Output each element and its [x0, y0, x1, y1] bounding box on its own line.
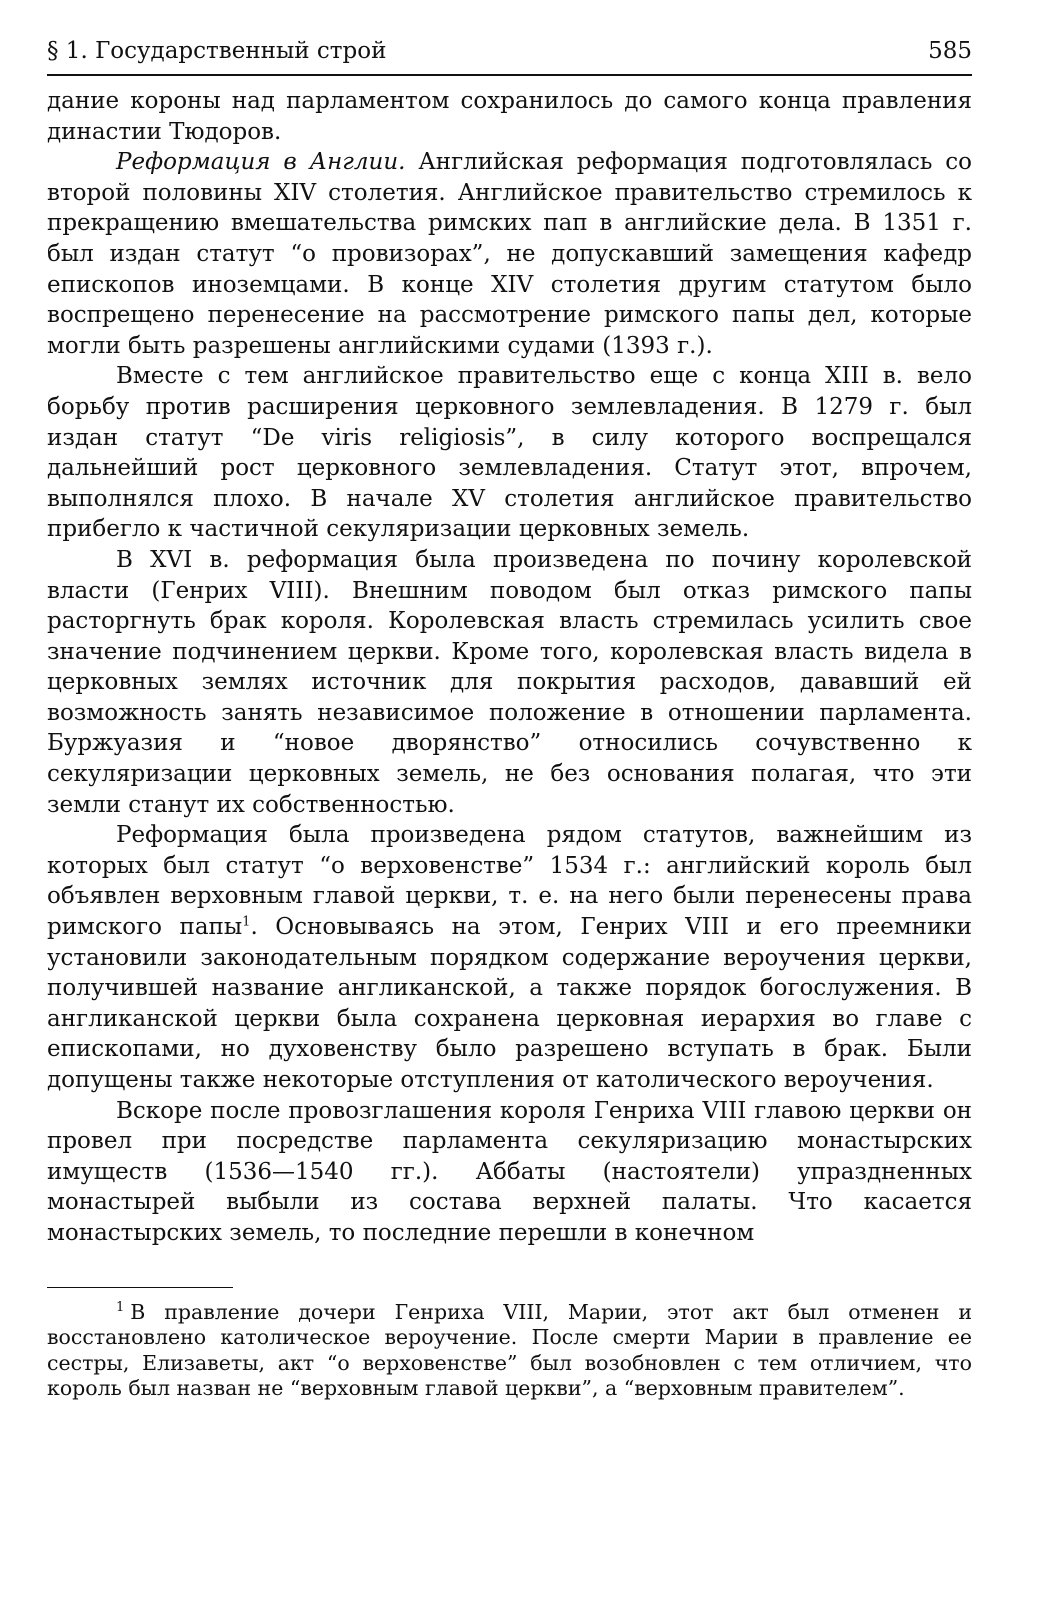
paragraph-5-text-b: . Основываясь на этом, Генрих VIII и его преемники установили законодательным порядком содержание вероучения церкви, получившей название англиканской, а также порядок богослужения. В англиканской церкви была сохранена церковная иерархия во главе с епископами, но духовенству было разрешено вступать в брак. Были допущены также некоторые отступления от католического вероучения. — [47, 914, 972, 1093]
body-text — [47, 86, 972, 1249]
footnote-reference: 1 — [242, 914, 251, 930]
footnote-text: В правление дочери Генриха VIII, Марии, этот акт был отменен и восстановлено католическое вероучение. После смерти Марии в правление ее сестры, Елизаветы, акт “о верховенстве” был возобновлен с тем отличием, что король был назван не “верховным главой церкви”, а “верховным правителем”. — [47, 1299, 972, 1401]
paragraph-5-text-a: Реформация была произведена рядом статутов, важнейшим из которых был статут “о верховенстве” 1534 г.: английский король был объявлен верховным главой церкви, т. е. на него были перенесены права римского папы — [47, 822, 972, 941]
page-number: 585 — [928, 38, 972, 64]
running-head — [47, 36, 972, 76]
footnote-rule — [47, 1287, 233, 1288]
footnote — [47, 1300, 972, 1402]
paragraph-4: В XVI в. реформация была произведена по почину королевской власти (Генрих VIII). Внешним поводом был отказ римского папы расторгнуть брак короля. Королевская власть стремилась усилить свое значение подчинением церкви. Кроме того, королевская власть видела в церковных землях источник для покрытия расходов, дававший ей возможность занять независимое положение в отношении парламента. Буржуазия и “новое дворянство” относились сочувственно к секуляризации церковных земель, не без основания полагая, что эти земли станут их собственностью. — [47, 546, 972, 818]
paragraph-5 — [47, 820, 972, 1095]
paragraph-2 — [47, 147, 972, 361]
run-in-heading: Реформация в Англии. — [116, 149, 406, 176]
paragraph-2-text: Английская реформация подготовлялась со второй половины XIV столетия. Английское правительство стремилось к прекращению вмешательства римских пап в английские дела. В 1351 г. был издан статут “о провизорах”, не допускавший замещения кафедр епископов иноземцами. В конце XIV столетия другим статутом было воспрещено перенесение на рассмотрение римского папы дел, которые могли быть разрешены английскими судами (1393 г.). — [47, 149, 972, 359]
section-title: § 1. Государственный строй — [47, 38, 387, 64]
footnote-mark: 1 — [116, 1299, 125, 1315]
paragraph-3: Вместе с тем английское правительство еще с конца XIII в. вело борьбу против расширения церковного землевладения. В 1279 г. был издан статут “De viris religiosis”, в силу которого воспрещался дальнейший рост церковного землевладения. Статут этот, впрочем, выполнялся плохо. В начале XV столетия английское правительство прибегло к частичной секуляризации церковных земель. — [47, 363, 972, 543]
book-page — [47, 36, 972, 1402]
paragraph-6: Вскоре после провозглашения короля Генриха VIII главою церкви он провел при посредстве парламента секуляризацию монастырских имуществ (1536—1540 гг.). Аббаты (настоятели) упраздненных монастырей выбыли из состава верхней палаты. Что касается монастырских земель, то последние перешли в конечном — [47, 1097, 972, 1246]
paragraph-1: дание короны над парламентом сохранилось до самого конца правления династии Тюдоров. — [47, 88, 972, 145]
